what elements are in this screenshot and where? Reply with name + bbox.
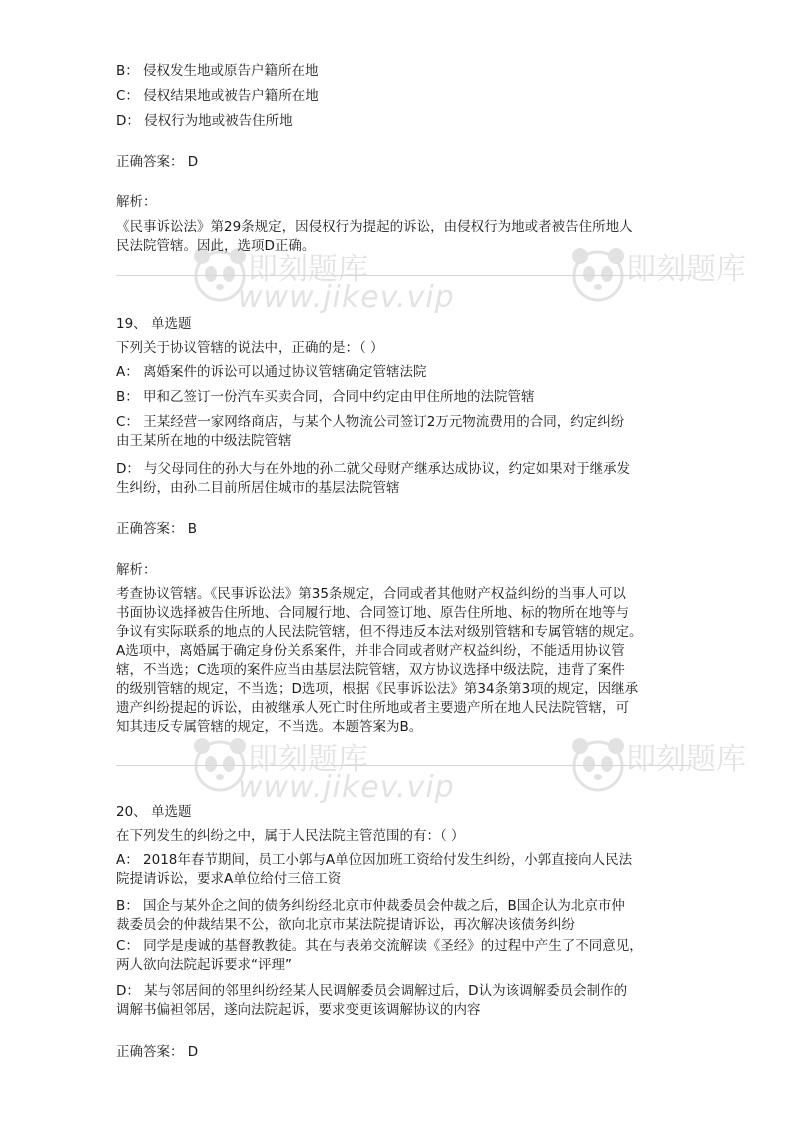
- q19-option-b: B： 甲和乙签订一份汽车买卖合同，合同中约定由甲住所地的法院管辖: [116, 389, 535, 405]
- panda-logo-icon: [568, 730, 628, 810]
- q18-analysis: [116, 218, 691, 256]
- q19-answer: 正确答案： B: [116, 521, 198, 537]
- q20-answer: 正确答案： D: [116, 1044, 199, 1060]
- panda-logo-icon: [190, 730, 250, 810]
- q19-option-d-line: 生纠纷，由孙二目前所居住城市的基层法院管辖: [116, 480, 400, 496]
- q19-analysis-line: A选项中，离婚属于确定身份关系案件，并非合同或者财产权益纠纷，不能适用协议管: [116, 643, 625, 659]
- q20-stem: 在下列发生的纠纷之中，属于人民法院主管范围的有：（ ）: [116, 828, 465, 844]
- q19-analysis-line: 的级别管辖的规定，不当选；D选项，根据《民事诉讼法》第34条第3项的规定，因继承: [116, 681, 639, 697]
- q19-option-c-line: 由王某所在地的中级法院管辖: [116, 433, 292, 449]
- q19-analysis-line: 争议有实际联系的地点的人民法院管辖，但不得违反本法对级别管辖和专属管辖的规定。: [116, 624, 643, 640]
- q20-option-d: [116, 982, 691, 1020]
- q20-option-d-line: D： 某与邻居间的邻里纠纷经某人民调解委员会调解过后，D认为该调解委员会制作的: [116, 983, 628, 999]
- q19-stem: 下列关于协议管辖的说法中，正确的是：（ ）: [116, 340, 384, 356]
- q19-option-c-line: C： 王某经营一家网络商店，与某个人物流公司签订2万元物流费用的合同，约定纠纷: [116, 414, 625, 430]
- watermark-cn: 即刻题库: [626, 742, 746, 777]
- q18-analysis-line: 民法院管辖。因此，选项D正确。: [116, 238, 316, 254]
- q20-option-c-line: C： 同学是虔诚的基督教教徒。其在与表弟交流解读《圣经》的过程中产生了不同意见，: [116, 938, 643, 954]
- q18-answer: 正确答案： D: [116, 154, 199, 170]
- watermark-en: www.jikev.vip: [238, 770, 455, 805]
- watermark-cn: 即刻题库: [248, 742, 368, 777]
- q19-analysis-line: 知其违反专属管辖的规定，不当选。本题答案为B。: [116, 719, 423, 735]
- section-divider: [116, 275, 691, 276]
- q19-analysis-line: 遗产纠纷提起的诉讼，由被继承人死亡时住所地或者主要遗产所在地人民法院管辖，可: [116, 700, 629, 716]
- section-divider: [116, 765, 691, 766]
- q18-option-d: D： 侵权行为地或被告住所地: [116, 113, 293, 129]
- q20-header: 20、 单选题: [116, 804, 192, 820]
- q19-option-c: [116, 413, 691, 451]
- q19-analysis-label: 解析：: [116, 562, 157, 578]
- q20-option-b-line: 裁委员会的仲裁结果不公，欲向北京市某法院提请诉讼，再次解决该债务纠纷: [116, 917, 575, 933]
- q20-option-d-line: 调解书偏袒邻居，遂向法院起诉，要求变更该调解协议的内容: [116, 1002, 481, 1018]
- q18-option-c: C： 侵权结果地或被告户籍所在地: [116, 88, 319, 104]
- watermark-en: www.jikev.vip: [238, 280, 455, 315]
- q20-option-a-line: 院提请诉讼，要求A单位给付三倍工资: [116, 871, 342, 887]
- q19-analysis: [116, 585, 691, 737]
- q19-analysis-line: 考查协议管辖。《民事诉讼法》第35条规定，合同或者其他财产权益纠纷的当事人可以: [116, 586, 626, 602]
- watermark-cn: 即刻题库: [248, 252, 368, 287]
- q20-option-b-line: B： 国企与某外企之间的债务纠纷经北京市仲裁委员会仲裁之后，B国企认为北京市仲: [116, 898, 625, 914]
- q19-header: 19、 单选题: [116, 316, 192, 332]
- q19-option-d-line: D： 与父母同住的孙大与在外地的孙二就父母财产继承达成协议，约定如果对于继承发: [116, 461, 631, 477]
- q20-option-b: [116, 897, 691, 935]
- q19-analysis-line: 辖，不当选；C选项的案件应当由基层法院管辖，双方协议选择中级法院，违背了案件: [116, 662, 625, 678]
- q20-option-a-line: A： 2018年春节期间，员工小郭与A单位因加班工资给付发生纠纷，小郭直接向人民法: [116, 852, 633, 868]
- q20-option-c-line: 两人欲向法院起诉要求“评理”: [116, 957, 292, 973]
- q18-analysis-label: 解析：: [116, 194, 157, 210]
- q18-option-b: B： 侵权发生地或原告户籍所在地: [116, 63, 319, 79]
- q19-option-a: A： 离婚案件的诉讼可以通过协议管辖确定管辖法院: [116, 364, 427, 380]
- watermark-cn: 即刻题库: [626, 252, 746, 287]
- q18-analysis-line: 《民事诉讼法》第29条规定，因侵权行为提起的诉讼，由侵权行为地或者被告住所地人: [116, 219, 633, 235]
- q20-option-c: [116, 937, 691, 975]
- q19-analysis-line: 书面协议选择被告住所地、合同履行地、合同签订地、原告住所地、标的物所在地等与: [116, 605, 629, 621]
- q20-option-a: [116, 851, 691, 889]
- q19-option-d: [116, 460, 691, 498]
